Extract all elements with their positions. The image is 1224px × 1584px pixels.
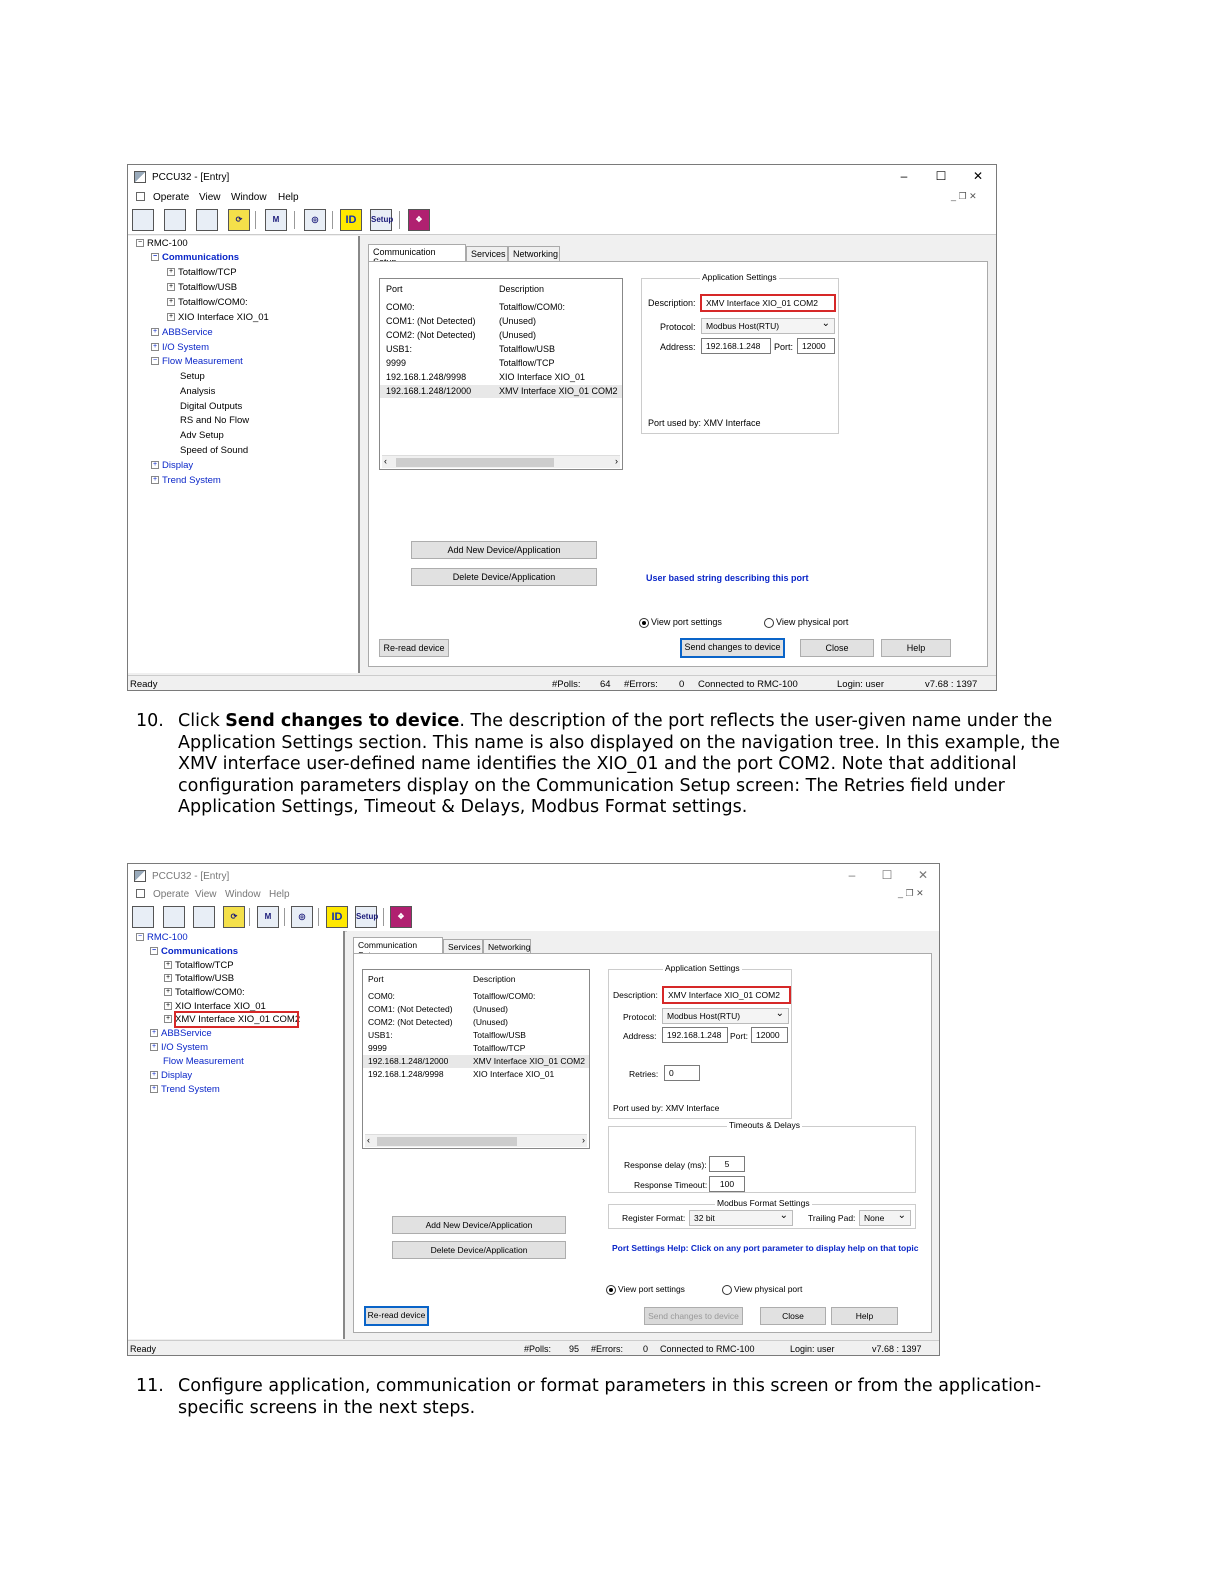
help-button[interactable]: Help <box>881 639 951 657</box>
close-button[interactable]: ✕ <box>917 868 929 882</box>
trailing-pad-label: Trailing Pad: <box>808 1213 856 1223</box>
description-label: Description: <box>613 990 658 1000</box>
address-label: Address: <box>660 342 696 352</box>
navigation-tree <box>128 931 345 1339</box>
tree-item-digital-outputs[interactable]: Digital Outputs <box>180 401 243 412</box>
app-icon <box>134 870 146 882</box>
calculator-icon[interactable]: M <box>265 209 287 231</box>
collapse-icon[interactable]: − <box>137 933 143 941</box>
toolbar <box>128 902 939 932</box>
table-row[interactable]: 9999 Totalflow/TCP <box>386 358 555 368</box>
tree-item-totalflow-usb[interactable]: + Totalflow/USB <box>165 973 235 984</box>
view-port-settings-radio[interactable]: View port settings <box>606 1284 685 1295</box>
polls-label: #Polls: <box>552 679 581 690</box>
modbus-format-title: Modbus Format Settings <box>717 1198 810 1208</box>
close-dialog-button[interactable]: Close <box>760 1307 826 1325</box>
tab-networking[interactable]: Networking <box>483 939 531 955</box>
modbus-format-group <box>608 1198 916 1229</box>
tree-abbservice[interactable]: + ABBService <box>151 1028 212 1039</box>
view-physical-port-radio[interactable]: View physical port <box>722 1284 802 1295</box>
help-button[interactable]: Help <box>831 1307 898 1325</box>
response-delay-field[interactable]: 5 <box>709 1156 745 1172</box>
expand-icon[interactable]: + <box>165 974 171 982</box>
timeouts-delays-title: Timeouts & Delays <box>729 1120 801 1130</box>
tree-item-xio-interface[interactable]: + XIO Interface XIO_01 <box>165 1001 266 1012</box>
step-number: 11. <box>136 1376 164 1396</box>
screenshot-1 <box>127 164 997 691</box>
response-timeout-field[interactable]: 100 <box>709 1176 745 1192</box>
connection-status: Connected to RMC-100 <box>660 1344 755 1354</box>
protocol-label: Protocol: <box>660 322 696 332</box>
toolbar-separator <box>249 908 250 926</box>
add-device-button[interactable]: Add New Device/Application <box>411 541 597 559</box>
toolbar <box>128 205 996 235</box>
maximize-button[interactable]: ☐ <box>935 169 947 183</box>
application-settings-title: Application Settings <box>702 272 777 282</box>
step-line: configuration parameters display on the Communication Setup screen: The Retries field under <box>178 775 1005 796</box>
add-device-button[interactable]: Add New Device/Application <box>392 1216 566 1234</box>
expand-icon[interactable]: + <box>151 1085 157 1093</box>
column-header-port[interactable]: Port <box>368 974 384 984</box>
tree-item-speed-of-sound[interactable]: Speed of Sound <box>180 445 249 456</box>
table-row-selected[interactable]: 192.168.1.248/12000 XMV Interface XIO_01 COM2 <box>380 385 622 398</box>
table-row[interactable]: USB1: Totalflow/USB <box>368 1030 526 1040</box>
menu-operate[interactable]: Operate <box>153 889 190 900</box>
window-title: PCCU32 - [Entry] <box>152 172 230 183</box>
id-icon[interactable]: ID <box>340 209 362 231</box>
collapse-icon[interactable]: − <box>151 947 157 955</box>
doc-icon <box>136 192 145 201</box>
step-line: XMV interface user-defined name identifies the XIO_01 and the port COM2. Note that additional <box>178 754 1017 774</box>
step-line: Application Settings section. This name is also displayed on the navigation tree. In this example, the <box>178 732 1060 753</box>
column-header-description[interactable]: Description <box>499 284 545 294</box>
tab-communication-setup[interactable]: Communication <box>368 244 466 262</box>
errors-count: 0 <box>643 1344 649 1354</box>
port-list-header <box>380 283 622 296</box>
collapse-icon[interactable]: − <box>137 239 143 247</box>
step-text <box>178 1376 1041 1419</box>
port-list[interactable] <box>362 969 590 1149</box>
table-row[interactable]: COM1: (Not Detected) (Unused) <box>368 1004 508 1014</box>
step-11 <box>136 1376 1206 1426</box>
expand-icon[interactable]: + <box>168 313 174 321</box>
collect-icon[interactable] <box>163 906 185 928</box>
protocol-label: Protocol: <box>623 1012 657 1022</box>
table-row[interactable]: 192.168.1.248/9998 XIO Interface XIO_01 <box>386 372 586 382</box>
folder-icon[interactable] <box>193 906 215 928</box>
polls-count: 64 <box>600 679 611 690</box>
version: v7.68 : 1397 <box>925 679 978 690</box>
tree-io-system[interactable]: + I/O System <box>152 342 209 353</box>
port-label: Port: <box>730 1031 748 1041</box>
login-status: Login: user <box>790 1344 835 1354</box>
step-line: Click Send changes to device. The description of the port reflects the user-given name under the <box>178 711 1053 731</box>
view-port-settings-radio[interactable]: View port settings <box>639 617 722 628</box>
table-row[interactable]: USB1: Totalflow/USB <box>386 344 556 354</box>
menu-view[interactable]: View <box>195 889 217 900</box>
mdi-controls[interactable]: _ ❐ ✕ <box>951 191 977 201</box>
retries-field[interactable]: 0 <box>664 1065 700 1081</box>
tab-services[interactable]: Services <box>443 939 483 955</box>
horizontal-scrollbar[interactable] <box>365 1134 587 1147</box>
tab-services[interactable]: Services <box>466 246 508 262</box>
protocol-select[interactable]: Modbus Host(RTU) ⌄ <box>701 318 835 334</box>
send-changes-button[interactable]: Send changes to device <box>680 638 785 658</box>
port-used-by: Port used by: XMV Interface <box>648 418 761 428</box>
horizontal-scrollbar[interactable] <box>382 455 620 468</box>
table-row[interactable]: COM2: (Not Detected) (Unused) <box>368 1017 508 1027</box>
tree-root[interactable]: − RMC-100 <box>137 238 188 249</box>
scroll-left-icon[interactable]: ‹ <box>384 456 387 466</box>
expand-icon[interactable]: + <box>168 268 174 276</box>
register-format-select[interactable]: 32 bit ⌄ <box>689 1210 793 1226</box>
doc-icon <box>136 889 145 898</box>
timeouts-delays-group <box>608 1120 916 1193</box>
expand-icon[interactable]: + <box>165 1015 171 1023</box>
entry-icon[interactable] <box>132 209 154 231</box>
expand-icon[interactable]: + <box>168 298 174 306</box>
menu-help[interactable]: Help <box>278 192 299 203</box>
delete-device-button[interactable]: Delete Device/Application <box>392 1241 566 1259</box>
book-icon[interactable]: ❖ <box>390 906 412 928</box>
expand-icon[interactable]: + <box>152 343 158 351</box>
table-row-selected[interactable]: 192.168.1.248/12000 XMV Interface XIO_01 COM2 <box>363 1055 589 1068</box>
navigation-tree <box>128 236 360 673</box>
status-bar <box>128 1340 939 1356</box>
tree-communications[interactable]: − Communications <box>151 946 239 957</box>
calculator-icon[interactable]: M <box>257 906 279 928</box>
title-bar <box>128 864 939 886</box>
errors-label: #Errors: <box>624 679 658 690</box>
expand-icon[interactable]: + <box>152 461 158 469</box>
radio-selected-icon[interactable] <box>606 1285 616 1295</box>
expand-icon[interactable]: + <box>151 1029 157 1037</box>
refresh-icon[interactable]: ⟳ <box>228 209 250 231</box>
status-ready: Ready <box>130 679 158 690</box>
table-row[interactable]: 9999 Totalflow/TCP <box>368 1043 526 1053</box>
toolbar-separator <box>294 211 295 229</box>
table-row[interactable]: COM2: (Not Detected) (Unused) <box>386 330 537 340</box>
port-used-by: Port used by: XMV Interface <box>613 1103 720 1113</box>
help-text: Port Settings Help: Click on any port parameter to display help on that topic <box>612 1243 919 1253</box>
tab-content <box>353 953 932 1333</box>
mdi-controls[interactable]: _ ❐ ✕ <box>898 888 924 898</box>
response-timeout-label: Response Timeout: <box>634 1180 708 1190</box>
close-button[interactable]: ✕ <box>972 169 984 183</box>
scroll-left-icon[interactable]: ‹ <box>367 1135 370 1145</box>
status-bar <box>128 675 996 691</box>
menu-help[interactable]: Help <box>269 889 290 900</box>
table-row[interactable]: COM0: Totalflow/COM0: <box>368 991 536 1001</box>
column-header-description[interactable]: Description <box>473 974 516 984</box>
address-field[interactable]: 192.168.1.248 <box>701 338 771 354</box>
application-settings-group <box>608 963 792 1119</box>
table-row[interactable]: 192.168.1.248/9998 XIO Interface XIO_01 <box>368 1069 555 1079</box>
port-list-header <box>363 973 589 986</box>
tree-item-adv-setup[interactable]: Adv Setup <box>180 430 224 441</box>
description-field[interactable]: XMV Interface XIO_01 COM2 <box>662 986 791 1004</box>
delete-device-button[interactable]: Delete Device/Application <box>411 568 597 586</box>
collect-icon[interactable] <box>164 209 186 231</box>
reread-device-button[interactable]: Re-read device <box>379 639 449 657</box>
step-text <box>178 711 1060 819</box>
step-line: Application Settings, Timeout & Delays, Modbus Format settings. <box>178 797 748 817</box>
tree-item-totalflow-usb[interactable]: + Totalflow/USB <box>168 282 238 293</box>
retries-label: Retries: <box>629 1069 659 1079</box>
address-field[interactable]: 192.168.1.248 <box>662 1027 728 1043</box>
toolbar-separator <box>318 908 319 926</box>
view-physical-port-radio[interactable]: View physical port <box>764 617 848 628</box>
tab-networking[interactable]: Networking <box>508 246 560 262</box>
setup-icon[interactable]: Setup <box>355 906 377 928</box>
step-line: specific screens in the next steps. <box>178 1397 476 1418</box>
tree-item-xio-interface[interactable]: + XIO Interface XIO_01 <box>168 312 269 323</box>
scroll-thumb[interactable] <box>377 1137 517 1146</box>
minimize-button[interactable]: – <box>848 868 856 882</box>
register-format-label: Register Format: <box>622 1213 686 1223</box>
toolbar-separator <box>332 211 333 229</box>
application-settings-title: Application Settings <box>665 963 740 973</box>
expand-icon[interactable]: + <box>165 1002 171 1010</box>
tree-root[interactable]: − RMC-100 <box>137 932 188 943</box>
tree-abbservice[interactable]: + ABBService <box>152 327 213 338</box>
help-text: User based string describing this port <box>646 573 809 583</box>
menu-window[interactable]: Window <box>231 192 267 203</box>
expand-icon[interactable]: + <box>168 283 174 291</box>
setup-icon[interactable]: Setup <box>370 209 392 231</box>
main-panel <box>362 236 996 673</box>
tree-item-setup[interactable]: Setup <box>180 371 205 382</box>
menu-view[interactable]: View <box>199 192 221 203</box>
toolbar-separator <box>284 908 285 926</box>
port-field[interactable]: 12000 <box>751 1027 788 1043</box>
menu-operate[interactable]: Operate <box>153 192 190 203</box>
menu-window[interactable]: Window <box>225 889 261 900</box>
tree-item-totalflow-tcp[interactable]: + Totalflow/TCP <box>165 960 234 971</box>
tree-item-xmv-interface[interactable]: + XMV Interface XIO_01 COM2 <box>165 1014 301 1025</box>
toolbar-separator <box>383 908 384 926</box>
table-row[interactable]: COM1: (Not Detected) (Unused) <box>386 316 537 326</box>
folder-icon[interactable] <box>196 209 218 231</box>
highlight-box <box>174 1011 299 1028</box>
id-icon[interactable]: ID <box>326 906 348 928</box>
toolbar-separator <box>255 211 256 229</box>
radio-icon[interactable] <box>764 618 774 628</box>
expand-icon[interactable]: + <box>152 476 158 484</box>
port-field[interactable]: 12000 <box>797 338 835 354</box>
globe-icon[interactable]: ◎ <box>304 209 326 231</box>
tree-item-rs-no-flow[interactable]: RS and No Flow <box>180 415 250 426</box>
response-delay-label: Response delay (ms): <box>624 1160 707 1170</box>
tree-display[interactable]: + Display <box>152 460 194 471</box>
protocol-select[interactable]: Modbus Host(RTU) ⌄ <box>662 1008 789 1024</box>
status-ready: Ready <box>130 1344 157 1354</box>
globe-icon[interactable]: ◎ <box>291 906 313 928</box>
screenshot-2 <box>127 863 940 1356</box>
polls-count: 95 <box>569 1344 580 1354</box>
tree-trend-system[interactable]: + Trend System <box>152 475 221 486</box>
emphasis: Send changes to device <box>225 711 460 731</box>
address-label: Address: <box>623 1031 657 1041</box>
book-icon[interactable]: ❖ <box>408 209 430 231</box>
expand-icon[interactable]: + <box>151 1071 157 1079</box>
version: v7.68 : 1397 <box>872 1344 922 1354</box>
connection-status: Connected to RMC-100 <box>698 679 798 690</box>
radio-selected-icon[interactable] <box>639 618 649 628</box>
window-title: PCCU32 - [Entry] <box>152 871 230 882</box>
minimize-button[interactable]: – <box>900 169 908 183</box>
tree-flow-measurement[interactable]: − Flow Measurement <box>152 356 243 367</box>
tree-item-totalflow-com0[interactable]: + Totalflow/COM0: <box>165 987 245 998</box>
port-list[interactable] <box>379 278 623 470</box>
expand-icon[interactable]: + <box>165 988 171 996</box>
column-header-port[interactable]: Port <box>386 284 403 294</box>
main-panel <box>347 931 939 1339</box>
menu-bar <box>128 189 996 205</box>
step-line: Configure application, communication or format parameters in this screen or from the application- <box>178 1376 1042 1396</box>
send-changes-button: Send changes to device <box>644 1307 743 1325</box>
entry-icon[interactable] <box>132 906 154 928</box>
scroll-thumb[interactable] <box>396 458 554 467</box>
trailing-pad-select[interactable]: None ⌄ <box>859 1210 911 1226</box>
reread-device-button[interactable]: Re-read device <box>364 1306 429 1326</box>
collapse-icon[interactable]: − <box>152 357 158 365</box>
app-icon <box>134 171 146 183</box>
tree-item-totalflow-tcp[interactable]: + Totalflow/TCP <box>168 267 237 278</box>
application-settings-group <box>641 272 839 434</box>
refresh-icon[interactable]: ⟳ <box>223 906 245 928</box>
description-field[interactable]: XMV Interface XIO_01 COM2 <box>700 294 836 312</box>
close-dialog-button[interactable]: Close <box>800 639 874 657</box>
tree-item-totalflow-com0[interactable]: + Totalflow/COM0: <box>168 297 248 308</box>
tree-trend-system[interactable]: + Trend System <box>151 1084 220 1095</box>
menu-bar <box>128 886 939 902</box>
toolbar-separator <box>399 211 400 229</box>
step-10 <box>136 711 1206 821</box>
tree-communications[interactable]: − Communications <box>152 252 240 263</box>
tree-display[interactable]: + Display <box>151 1070 193 1081</box>
scroll-right-icon[interactable]: › <box>582 1135 585 1145</box>
polls-label: #Polls: <box>524 1344 552 1354</box>
expand-icon[interactable]: + <box>152 328 158 336</box>
tab-content <box>368 261 988 667</box>
tree-item-analysis[interactable]: Analysis <box>180 386 216 397</box>
expand-icon[interactable]: + <box>165 961 171 969</box>
tab-communication-setup[interactable]: Communication <box>353 937 443 955</box>
errors-count: 0 <box>679 679 685 690</box>
tree-flow-measurement[interactable]: Flow Measurement <box>163 1056 244 1067</box>
table-row[interactable]: COM0: Totalflow/COM0: <box>386 302 566 312</box>
collapse-icon[interactable]: − <box>152 253 158 261</box>
port-label: Port: <box>774 342 794 352</box>
title-bar <box>128 165 996 189</box>
scroll-right-icon[interactable]: › <box>615 456 618 466</box>
description-label: Description: <box>648 298 696 308</box>
maximize-button[interactable]: ☐ <box>881 868 893 882</box>
expand-icon[interactable]: + <box>151 1043 157 1051</box>
tree-io-system[interactable]: + I/O System <box>151 1042 208 1053</box>
errors-label: #Errors: <box>591 1344 624 1354</box>
step-number: 10. <box>136 711 164 731</box>
login-status: Login: user <box>837 679 885 690</box>
radio-icon[interactable] <box>722 1285 732 1295</box>
